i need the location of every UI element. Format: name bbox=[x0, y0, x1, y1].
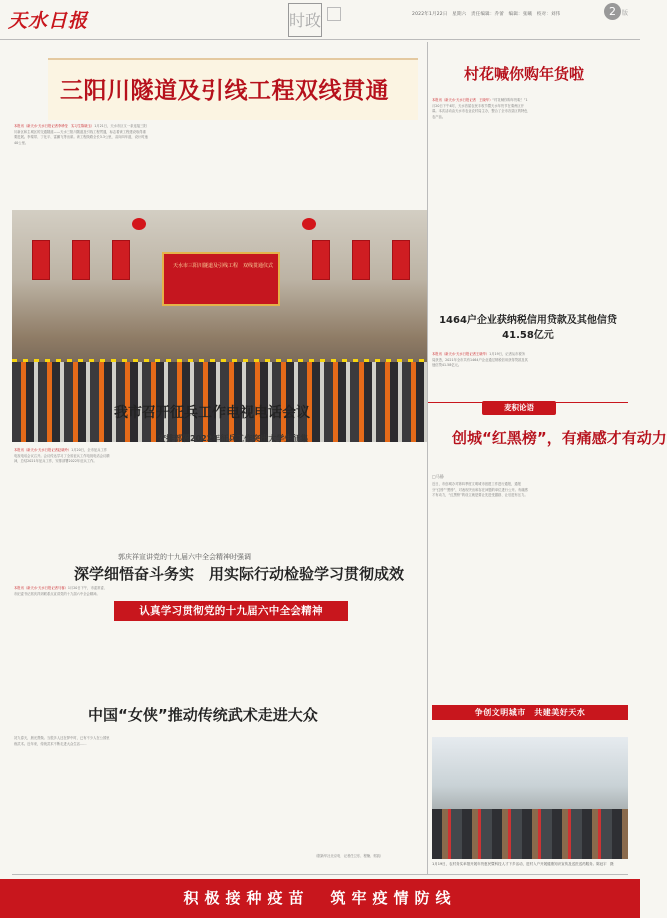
flag-icon bbox=[352, 240, 370, 280]
credit-loan-body-col-2 bbox=[532, 352, 628, 396]
newyear-goods-body: “村花喊你购年货啦！”1月20日下午4时，天水首届农民丰收节暨天水年货节在秦州区开幕。本次活动由天水市农业农村局主办，整合了全市各县区的特色农产品。 bbox=[432, 98, 528, 119]
vaccination-banner: 积极接种疫苗 筑牢疫情防线 bbox=[0, 879, 640, 918]
issue-meta: 2022年1月22日 星期六 责任编辑：乔蕾 编辑：张曦 校对：刘伟 bbox=[412, 12, 561, 17]
study-body-col-2 bbox=[114, 624, 210, 678]
edition-label: 版 bbox=[622, 10, 629, 17]
stage-banner-text: 天水市三阳川隧道及引线工程 双线贯通仪式 bbox=[172, 263, 273, 269]
newyear-goods-body-col-2 bbox=[532, 98, 628, 306]
wushu-body: 初九春天，晨光熹微。当很多人还在梦中时，已有不少人在公园里练武术。近年来，传统武术不断走进大众生活…… bbox=[14, 736, 110, 746]
conscription-headline: 我市召开征兵工作电视电话会议 bbox=[114, 405, 310, 421]
credit-loan-byline: 本报讯（新天水·天水日报记者王晓华） bbox=[432, 352, 490, 356]
flag-icon bbox=[32, 240, 50, 280]
conscription-body-col-1 bbox=[14, 448, 110, 544]
study-body-col-3 bbox=[214, 624, 310, 678]
lead-headline: 三阳川隧道及引线工程双线贯通 bbox=[60, 78, 389, 104]
conscription-body-col-2 bbox=[114, 448, 210, 544]
lead-byline: 本报讯（新天水·天水日报记者李珍莹 实习生陈晓玉） bbox=[14, 124, 95, 128]
newyear-goods-body-col-1 bbox=[432, 98, 528, 306]
column-divider bbox=[427, 42, 428, 874]
conscription-body-col-3 bbox=[214, 448, 310, 544]
study-headline: 深学细悟奋斗务实 用实际行动检验学习贯彻成效 bbox=[74, 565, 405, 583]
outreach-photo bbox=[432, 737, 628, 859]
wushu-body-col-2 bbox=[114, 736, 210, 872]
lead-body-col-1 bbox=[14, 124, 148, 208]
study-kicker: 郭庆祥宣讲党的十九届六中全会精神时强调 bbox=[118, 553, 251, 561]
lantern-icon bbox=[302, 218, 316, 230]
flag-icon bbox=[72, 240, 90, 280]
study-byline: 本报讯（新天水·天水日报记者马蓉） bbox=[14, 586, 68, 590]
bottom-rule bbox=[12, 874, 628, 875]
newyear-goods-headline: 村花喊你购年货啦 bbox=[464, 65, 585, 83]
newspaper-logo: 天水日报 bbox=[8, 10, 89, 32]
conscription-body: 1月20日，全市征兵工作电视电话会议召开。会议传达学习了全省征兵工作电视电话会议精神，总结2021年征兵工作，安排部署2022年征兵工作。 bbox=[14, 448, 110, 464]
conscription-byline: 本报讯（新天水·天水日报记者赵晓玲） bbox=[14, 448, 72, 452]
credit-loan-headline: 1464户企业获纳税信用贷款及其他信贷41.58亿元 bbox=[439, 315, 617, 341]
wushu-body-col-4 bbox=[314, 736, 424, 872]
opinion-body-col-2 bbox=[532, 482, 628, 700]
opinion-body: 近日，市创城办对第四季度文明城市创建工作进行通报，通报分“红榜”“黑榜”，对表现突出和存在问题的单位进行公开。有痛感才有动力，“红黑榜”的设立就是要让先进受激励、让后进有压力。 bbox=[432, 482, 528, 498]
ceremony-stage bbox=[162, 252, 280, 306]
page-number-badge: 2 bbox=[604, 3, 621, 20]
wushu-body-col-1 bbox=[14, 736, 110, 872]
credit-loan-body: 1月19日，记者从市税务局获悉，2021年全市共有1464户企业通过纳税信用获得贷款及其他信贷41.58亿元。 bbox=[432, 352, 528, 368]
conscription-body-col-4 bbox=[314, 448, 424, 544]
credit-loan-body-col-1 bbox=[432, 352, 528, 396]
newyear-goods-byline: 本报讯（新天水·天水日报记者 王晓华） bbox=[432, 98, 493, 102]
opinion-author: □马静 bbox=[432, 474, 444, 479]
opinion-column-label: 麦积论语 bbox=[482, 401, 556, 415]
photo-caption: 1月19日，农村务实举措开展年货惠民暨科技人才下乡活动，进村入户开展健康知识宣传及送医送药服务。陈冠宇 摄 bbox=[432, 862, 614, 866]
wushu-headline: 中国“女侠”推动传统武术走进大众 bbox=[88, 706, 318, 724]
study-body-col-4 bbox=[314, 624, 424, 678]
lead-body-col-3 bbox=[290, 124, 424, 208]
people-group bbox=[432, 809, 628, 859]
wushu-credit: （据新华社北京电 记者任卫东、程楠、郭凯） bbox=[314, 854, 384, 858]
study-body-col-1 bbox=[14, 586, 110, 678]
lead-body: 1月21日，天水市区又一条连接三阳川新区和主城区的交通隧道——天水三阳川隧道及引线工程贯通，标志着该工程建设取得重要进展。李秦带、丁化平、雷鹏飞等出席。该工程线路全长3.3公里，双向四车道，设计时速40公里。 bbox=[14, 124, 148, 145]
flag-icon bbox=[392, 240, 410, 280]
study-banner: 认真学习贯彻党的十九届六中全会精神 bbox=[114, 601, 348, 621]
lead-body-col-2 bbox=[152, 124, 286, 208]
seal-icon bbox=[327, 7, 341, 21]
section-name: 时政 bbox=[288, 3, 322, 37]
opinion-headline: 创城“红黑榜”，有痛感才有动力 bbox=[452, 429, 667, 447]
flag-icon bbox=[112, 240, 130, 280]
wushu-body-col-3 bbox=[214, 736, 310, 872]
study-body: 1月20日下午，市委常委、市纪委书记郭庆祥到联系点宣讲党的十九届六中全会精神。 bbox=[14, 586, 108, 596]
opinion-body-col-1 bbox=[432, 482, 528, 700]
flag-icon bbox=[312, 240, 330, 280]
conscription-subheadline: 安排部署2022年征兵工作突出大学生征集 bbox=[158, 434, 309, 443]
civilized-city-banner: 争创文明城市 共建美好天水 bbox=[432, 705, 628, 720]
lantern-icon bbox=[132, 218, 146, 230]
